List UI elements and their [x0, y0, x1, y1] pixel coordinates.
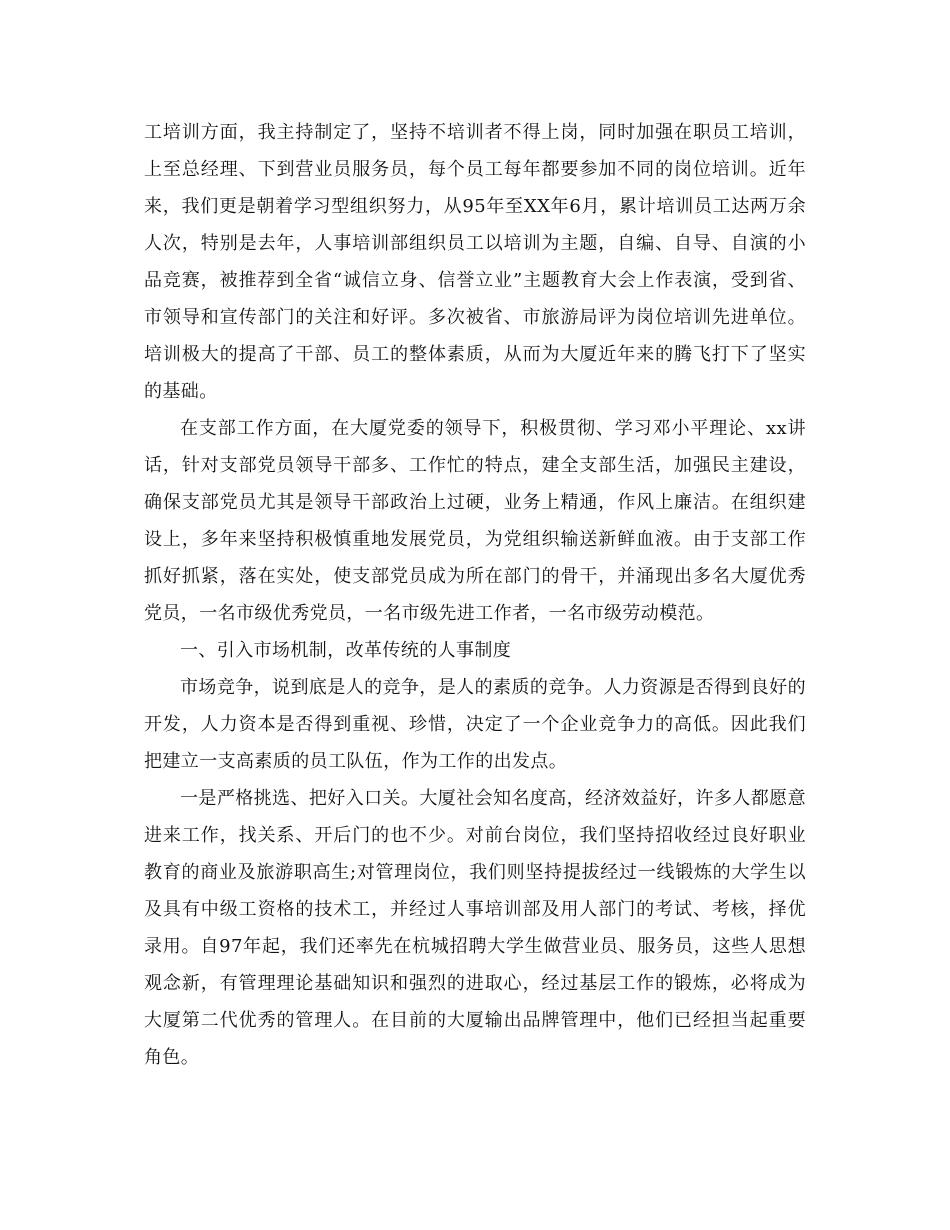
- paragraph-recruitment: 一是严格挑选、把好入口关。大厦社会知名度高，经济效益好，许多人都愿意进来工作，找关系、开后门的也不少。对前台岗位，我们坚持招收经过良好职业教育的商业及旅游职高生;对管理岗位，我们则坚持提拔经过一线锻炼的大学生以及具有中级工资格的技术工，并经过人事培训部及用人部门的考试、考核，择优录用。自97年起，我们还率先在杭城招聘大学生做营业员、服务员，这些人思想观念新，有管理理论基础知识和强烈的进取心，经过基层工作的锻炼，必将成为大厦第二代优秀的管理人。在目前的大厦输出品牌管理中，他们已经担当起重要角色。: [144, 788, 806, 1068]
- document-body: [144, 114, 806, 1076]
- section-heading: 一、引入市场机制，改革传统的人事制度: [180, 640, 512, 661]
- paragraph-training: 工培训方面，我主持制定了，坚持不培训者不得上岗，同时加强在职员工培训，上至总经理、下到营业员服务员，每个员工每年都要参加不同的岗位培训。近年来，我们更是朝着学习型组织努力，从95年至XX年6月，累计培训员工达两万余人次，特别是去年，人事培训部组织员工以培训为主题，自编、自导、自演的小品竞赛，被推荐到全省“诚信立身、信誉立业”主题教育大会上作表演，受到省、市领导和宣传部门的关注和好评。多次被省、市旅游局评为岗位培训先进单位。培训极大的提高了干部、员工的整体素质，从而为大厦近年来的腾飞打下了坚实的基础。: [144, 122, 806, 402]
- paragraph-market-competition: 市场竞争，说到底是人的竞争，是人的素质的竞争。人力资源是否得到良好的开发，人力资本是否得到重视、珍惜，决定了一个企业竞争力的高低。因此我们把建立一支高素质的员工队伍，作为工作的出发点。: [144, 677, 806, 772]
- paragraph-party-branch: 在支部工作方面，在大厦党委的领导下，积极贯彻、学习邓小平理论、xx讲话，针对支部党员领导干部多、工作忙的特点，建全支部生活，加强民主建设，确保支部党员尤其是领导干部政治上过硬，业务上精通，作风上廉洁。在组织建设上，多年来坚持积极慎重地发展党员，为党组织输送新鲜血液。由于支部工作抓好抓紧，落在实处，使支部党员成为所在部门的骨干，并涌现出多名大厦优秀党员，一名市级优秀党员，一名市级先进工作者，一名市级劳动模范。: [144, 418, 806, 624]
